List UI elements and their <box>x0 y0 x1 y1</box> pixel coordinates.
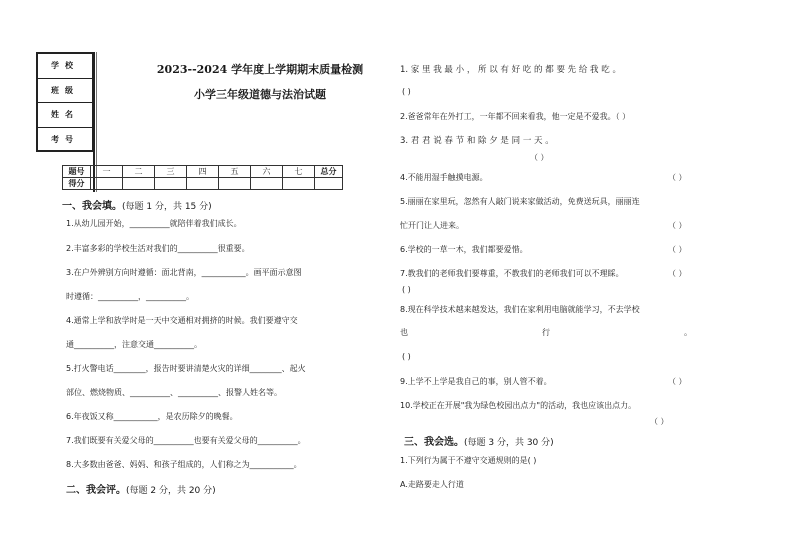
score-cell: 六 <box>251 166 283 178</box>
score-cell: 五 <box>219 166 251 178</box>
section1-note: (每题 1 分，共 15 分) <box>122 202 212 212</box>
score-input-cell[interactable] <box>219 178 251 190</box>
judge-item: 3. 君 君 说 春 节 和 除 夕 是 同 一 天 。 <box>400 136 554 146</box>
school-field[interactable]: 学校 <box>38 54 92 79</box>
score-table-header-row <box>63 166 343 178</box>
score-input-cell[interactable] <box>123 178 155 190</box>
answer-paren[interactable]: （ ） <box>668 269 687 278</box>
score-cell: 二 <box>123 166 155 178</box>
question-line: 通__________，注意交通__________。 <box>66 340 202 349</box>
choice-option[interactable]: A.走路要走人行道 <box>400 480 464 489</box>
question-line: 1.从幼儿园开始，__________就陪伴着我们成长。 <box>66 219 242 228</box>
score-table <box>62 165 343 190</box>
answer-paren[interactable]: （ ） <box>668 221 687 230</box>
score-cell: 四 <box>187 166 219 178</box>
score-cell: 三 <box>155 166 187 178</box>
name-field[interactable]: 姓名 <box>38 103 92 128</box>
judge-item: 4.不能用湿手触摸电源。 <box>400 173 488 182</box>
answer-paren[interactable]: ( ) <box>402 87 411 96</box>
section2-note: (每题 2 分，共 20 分) <box>126 486 216 496</box>
judge-item: 行 <box>542 328 550 337</box>
score-table-score-row <box>63 178 343 190</box>
section3-heading <box>404 433 554 448</box>
score-input-cell[interactable] <box>91 178 123 190</box>
judge-item: 2.爸爸常年在外打工，一年都不回来看我，他一定是不爱我。（ ） <box>400 112 631 121</box>
answer-paren[interactable]: （ ） <box>668 173 687 182</box>
question-line: 3.在户外辨别方向时遵循：面北背南，___________。画平面示意图 <box>66 268 302 277</box>
judge-item: 5.丽丽在家里玩，忽然有人敲门说来家做活动，免费送玩具，丽丽连 <box>400 197 640 206</box>
section1-title: 一、我会填。 <box>62 201 122 212</box>
judge-item: 忙开门让人进来。 <box>400 221 464 230</box>
judge-item: 9.上学不上学是我自己的事，别人管不着。 <box>400 377 552 386</box>
score-input-cell[interactable] <box>283 178 315 190</box>
score-cell: 一 <box>91 166 123 178</box>
question-line: 7.我们既要有关爱父母的__________也要有关爱父母的__________。 <box>66 436 306 445</box>
question-line: 8.大多数由爸爸、妈妈、和孩子组成的，人们称之为___________。 <box>66 460 302 469</box>
answer-paren[interactable]: （ ） <box>530 153 549 162</box>
answer-paren[interactable]: （ ） <box>650 417 669 426</box>
judge-item: 7.教我们的老师我们要尊重，不教我们的老师我们可以不理睬。 <box>400 269 624 278</box>
answer-paren[interactable]: ( ) <box>402 285 411 294</box>
judge-item: 10.学校正在开展"我为绿色校园出点力"的活动，我也应该出点力。 <box>400 401 637 410</box>
exam-subtitle: 小学三年级道德与法治试题 <box>194 88 326 101</box>
answer-paren[interactable]: ( ) <box>402 352 411 361</box>
judge-item: 8.现在科学技术越来越发达，我们在家利用电脑就能学习，不去学校 <box>400 305 640 314</box>
question-line: 2.丰富多彩的学校生活对我们的__________很重要。 <box>66 244 250 253</box>
score-input-cell[interactable] <box>251 178 283 190</box>
score-cell: 总分 <box>315 166 343 178</box>
score-input-cell[interactable] <box>187 178 219 190</box>
score-cell: 七 <box>283 166 315 178</box>
student-info-box <box>36 52 94 152</box>
choice-question: 1.下列行为属于不遵守交通规则的是( ) <box>400 456 537 465</box>
judge-item: 6.学校的一草一木，我们都要爱惜。 <box>400 245 528 254</box>
exam-number-field[interactable]: 考号 <box>51 135 79 145</box>
question-line: 时遵循：__________，__________。 <box>66 292 194 301</box>
question-line: 6.年夜饭又称___________，是农历除夕的晚餐。 <box>66 412 238 421</box>
section1-heading <box>62 197 212 212</box>
judge-item: 。 <box>684 328 692 337</box>
question-line: 部位、燃烧物质、__________、__________、报警人姓名等。 <box>66 388 282 397</box>
question-line: 5.打火警电话________，报告时要讲清楚火灾的详细________、起火 <box>66 364 306 373</box>
section2-title: 二、我会评。 <box>66 485 126 496</box>
score-cell: 题号 <box>63 166 91 178</box>
judge-item: 也 <box>400 328 408 337</box>
exam-title: 2023--2024 学年度上学期期末质量检测 <box>156 63 364 76</box>
answer-paren[interactable]: （ ） <box>668 377 687 386</box>
question-line: 4.通常上学和放学时是一天中交通相对拥挤的时候。我们要遵守交 <box>66 316 298 325</box>
section2-heading <box>66 481 216 496</box>
score-input-cell[interactable] <box>315 178 343 190</box>
answer-paren[interactable]: （ ） <box>668 245 687 254</box>
judge-item: 1. 家 里 我 最 小 ， 所 以 有 好 吃 的 都 要 先 给 我 吃 。 <box>400 65 621 75</box>
score-cell: 得分 <box>63 178 91 190</box>
section3-note: (每题 3 分，共 30 分) <box>464 438 554 448</box>
score-input-cell[interactable] <box>155 178 187 190</box>
section3-title: 三、我会选。 <box>404 437 464 448</box>
class-field[interactable]: 班级 <box>38 79 92 104</box>
